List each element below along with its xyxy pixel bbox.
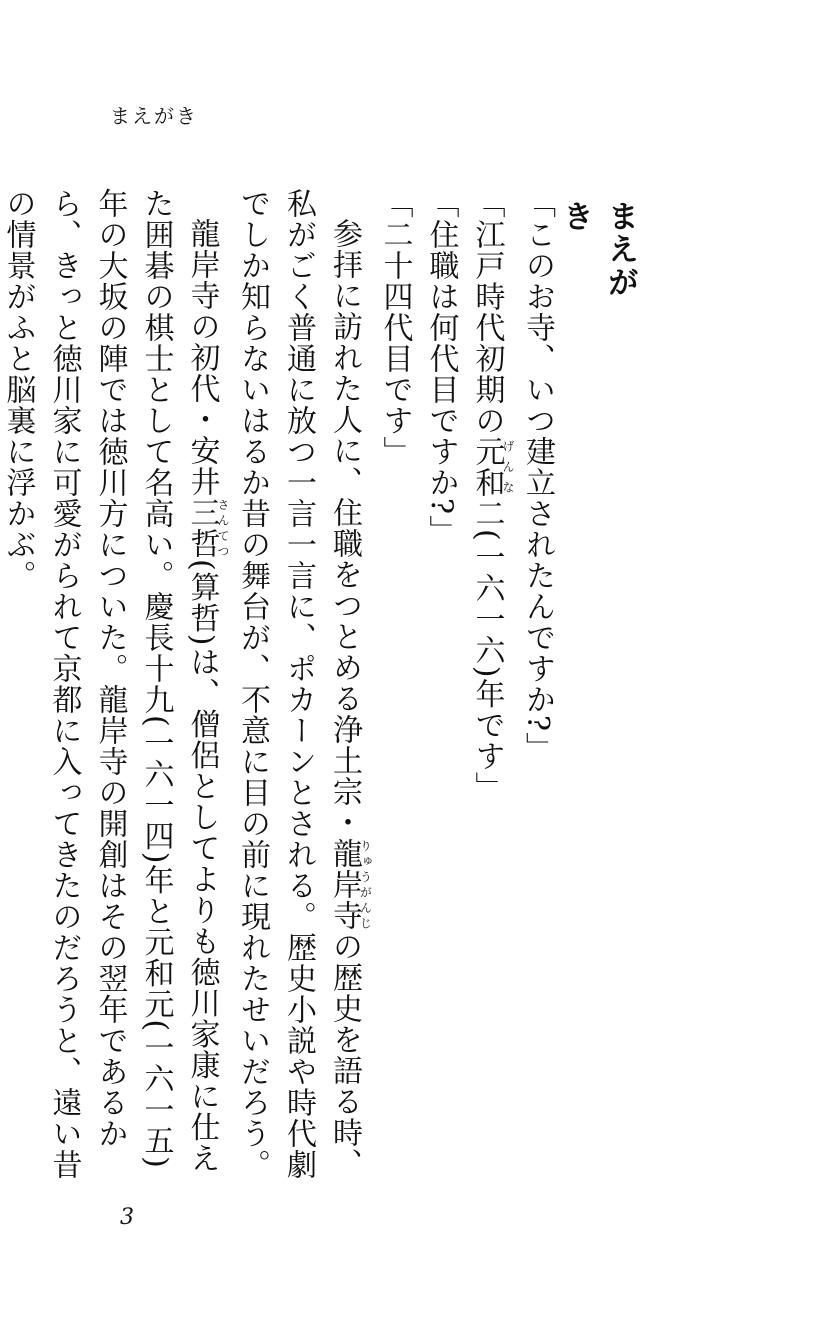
- ruby-annotation: 龍岸寺りゅうがんじ: [327, 838, 373, 931]
- paragraph: 「住職は何代目ですか?」: [423, 188, 459, 547]
- ruby-annotation: 元和げんな: [469, 436, 515, 498]
- ruby-reading: りゅうがんじ: [358, 838, 373, 931]
- paragraph: 「江戸時代初期の元和げんな二(一六一六)年です」: [469, 188, 515, 803]
- body-text: [0, 188, 560, 1198]
- ruby-annotation: 三哲さんてつ: [184, 497, 230, 559]
- paragraph: 龍岸寺の初代・安井三哲さんてつ(算哲)は、僧侶としてよりも徳川家康に仕えた囲碁の棋士として名高い。慶長十九(一六一四)年と元和元(一六一五)年の大坂の陣では徳川方についた。龍岸寺の開創はその翌年であるから、きっと徳川家に可愛がられて京都に入ってきたのだろうと、遠い昔の情景がふと脳裏に浮かぶ。: [0, 188, 230, 1180]
- paragraph: 参拝に訪れた人に、住職をつとめる浄土宗・龍岸寺りゅうがんじの歴史を語る時、私がごく普通に放つ一言一言に、ポカーンとされる。歴史小説や時代劇でしか知らないはるか昔の舞台が、不意に目の前に現れたせいだろう。: [235, 188, 373, 1180]
- chapter-title: まえがき: [557, 200, 638, 299]
- paragraph: 「二十四代目です」: [377, 188, 413, 467]
- paragraph: 「このお寺、いつ建立されたんですか?」: [520, 188, 555, 764]
- ruby-reading: げんな: [501, 436, 515, 498]
- page-number: 3: [120, 1205, 134, 1230]
- running-head: まえがき: [110, 104, 198, 128]
- ruby-reading: さんてつ: [216, 497, 230, 559]
